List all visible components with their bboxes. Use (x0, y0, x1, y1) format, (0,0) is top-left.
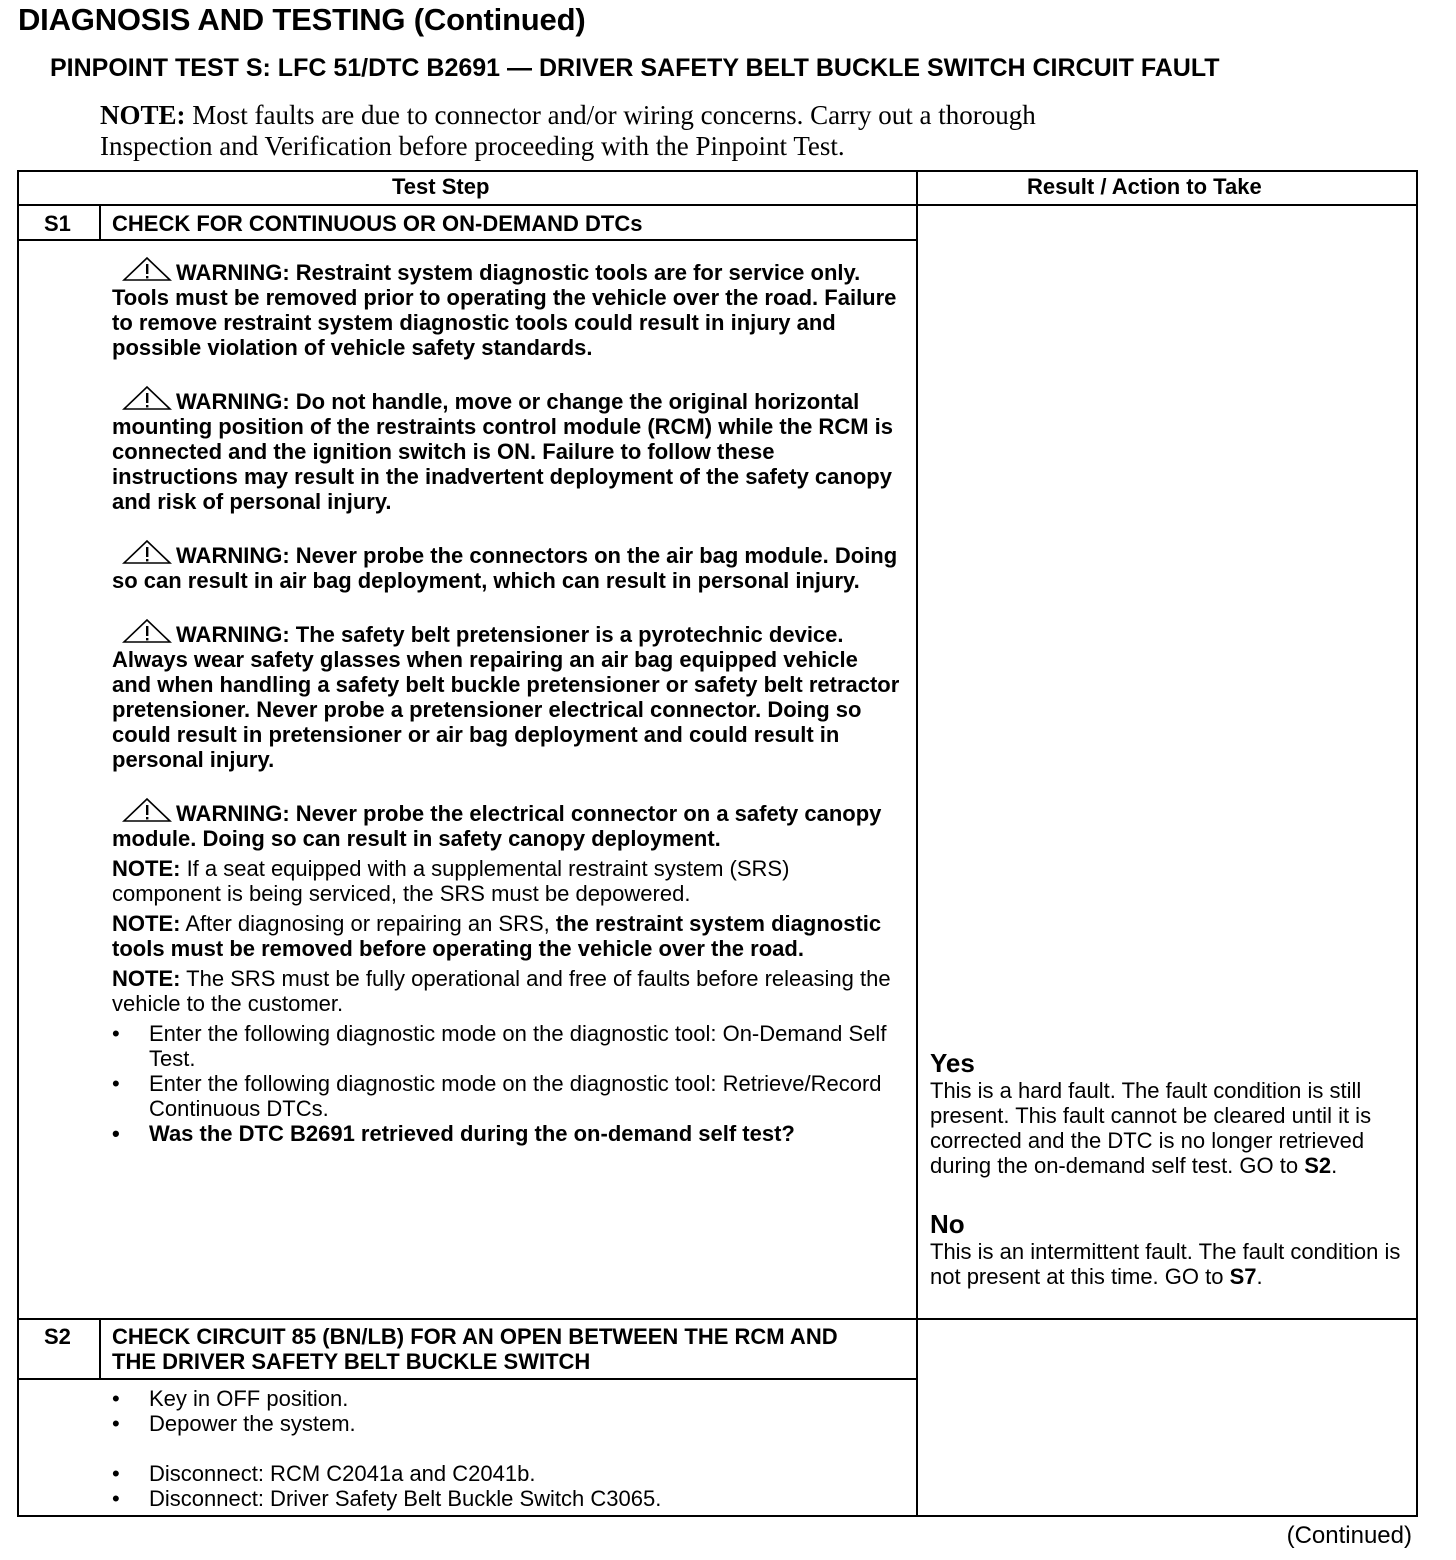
s1-step-2: • Enter the following diagnostic mode on the diagnostic tool: Retrieve/Record Continuous DTCs. (112, 1071, 902, 1121)
s2-step-2: • Depower the system. (112, 1411, 902, 1436)
s1-result-no: No This is an intermittent fault. The fault condition is not present at this time. GO to S7. (930, 1209, 1416, 1289)
s1-warning-1: WARNING: Restraint system diagnostic tools are for service only. Tools must be removed prior to operating the vehicle over the road. Failure to remove restraint system diagnostic tools could result in injury and possible violation of vehicle safety standards. (112, 256, 902, 360)
s1-result-yes: Yes This is a hard fault. The fault condition is still present. This fault cannot be cleared until it is corrected and the DTC is no longer retrieved during the on-demand self test. GO to S2. (930, 1048, 1416, 1178)
result-header: Result / Action to Take (1027, 174, 1262, 199)
s1-heading: CHECK FOR CONTINUOUS OR ON-DEMAND DTCs (112, 211, 643, 236)
s1-note-3: NOTE: The SRS must be fully operational and free of faults before releasing the vehicle to the customer. (112, 966, 891, 1016)
top-note-text-2: Inspection and Verification before proceeding with the Pinpoint Test. (100, 131, 845, 161)
goto-s2-link[interactable]: S2 (1304, 1153, 1332, 1178)
yes-label: Yes (930, 1048, 975, 1078)
top-note-text: Most faults are due to connector and/or wiring concerns. Carry out a thorough (185, 100, 1036, 130)
top-note-label: NOTE: (100, 100, 186, 130)
column-divider (916, 170, 918, 1517)
s2-step-id: S2 (44, 1324, 71, 1349)
s2-step-body (112, 1386, 902, 1511)
top-note (100, 100, 1036, 162)
continued-footer: (Continued) (1286, 1522, 1412, 1549)
s2-heading-rule (17, 1378, 917, 1380)
s1-note-1: NOTE: If a seat equipped with a supplemental restraint system (SRS) component is being serviced, the SRS must be depowered. (112, 856, 790, 906)
s2-step-1: • Key in OFF position. (112, 1386, 902, 1411)
goto-s7-link[interactable]: S7 (1229, 1264, 1257, 1289)
pinpoint-test-title: PINPOINT TEST S: LFC 51/DTC B2691 — DRIVER SAFETY BELT BUCKLE SWITCH CIRCUIT FAULT (50, 54, 1220, 82)
s1-heading-rule (17, 239, 917, 241)
warning-triangle-icon (122, 385, 172, 411)
s2-heading: CHECK CIRCUIT 85 (BN/LB) FOR AN OPEN BETWEEN THE RCM AND THE DRIVER SAFETY BELT BUCKLE SWITCH (112, 1324, 838, 1374)
s1-warning-2: WARNING: Do not handle, move or change the original horizontal mounting position of the restraints control module (RCM) while the RCM is connected and the ignition switch is ON. Failure to follow these instructions may result in the inadvertent deployment of the safety canopy and risk of personal injury. (112, 385, 902, 514)
warning-triangle-icon (122, 539, 172, 565)
s1-question: • Was the DTC B2691 retrieved during the on-demand self test? (112, 1121, 902, 1146)
s1-step-body (112, 256, 902, 1146)
no-text: This is an intermittent fault. The fault condition is not present at this time. GO to (930, 1239, 1401, 1289)
header-rule (17, 204, 1418, 206)
yes-text: This is a hard fault. The fault condition is still present. This fault cannot be cleared until it is corrected and the DTC is no longer retrieved during the on-demand self test. GO to (930, 1078, 1372, 1178)
s2-step-4: • Disconnect: Driver Safety Belt Buckle Switch C3065. (112, 1486, 902, 1511)
s1-note-2: NOTE: After diagnosing or repairing an SRS, the restraint system diagnostic tools must be removed before operating the vehicle over the road. (112, 911, 882, 961)
no-label: No (930, 1209, 965, 1239)
s2-id-divider (99, 1318, 101, 1380)
s1-step-id: S1 (44, 211, 71, 236)
s1-step-1: • Enter the following diagnostic mode on the diagnostic tool: On-Demand Self Test. (112, 1021, 902, 1071)
warning-triangle-icon (122, 618, 172, 644)
s1-steps-list (112, 1021, 902, 1146)
warning-triangle-icon (122, 256, 172, 282)
test-step-header: Test Step (392, 174, 490, 199)
s1-id-divider (99, 204, 101, 241)
page-title: DIAGNOSIS AND TESTING (Continued) (18, 2, 586, 37)
s2-steps-list (112, 1386, 902, 1511)
s1-warning-5: WARNING: Never probe the electrical connector on a safety canopy module. Doing so can result in safety canopy deployment. (112, 797, 902, 851)
s1-warning-3: WARNING: Never probe the connectors on the air bag module. Doing so can result in air bag deployment, which can result in personal injury. (112, 539, 902, 593)
warning-triangle-icon (122, 797, 172, 823)
s2-step-3: • Disconnect: RCM C2041a and C2041b. (112, 1461, 902, 1486)
s1-s2-rule (17, 1318, 1418, 1320)
s1-warning-4: WARNING: The safety belt pretensioner is a pyrotechnic device. Always wear safety glasses when repairing an air bag equipped vehicle and when handling a safety belt buckle pretensioner or safety belt retractor pretensioner. Never probe a pretensioner electrical connector. Doing so could result in pretensioner or air bag deployment and could result in personal injury. (112, 618, 902, 772)
